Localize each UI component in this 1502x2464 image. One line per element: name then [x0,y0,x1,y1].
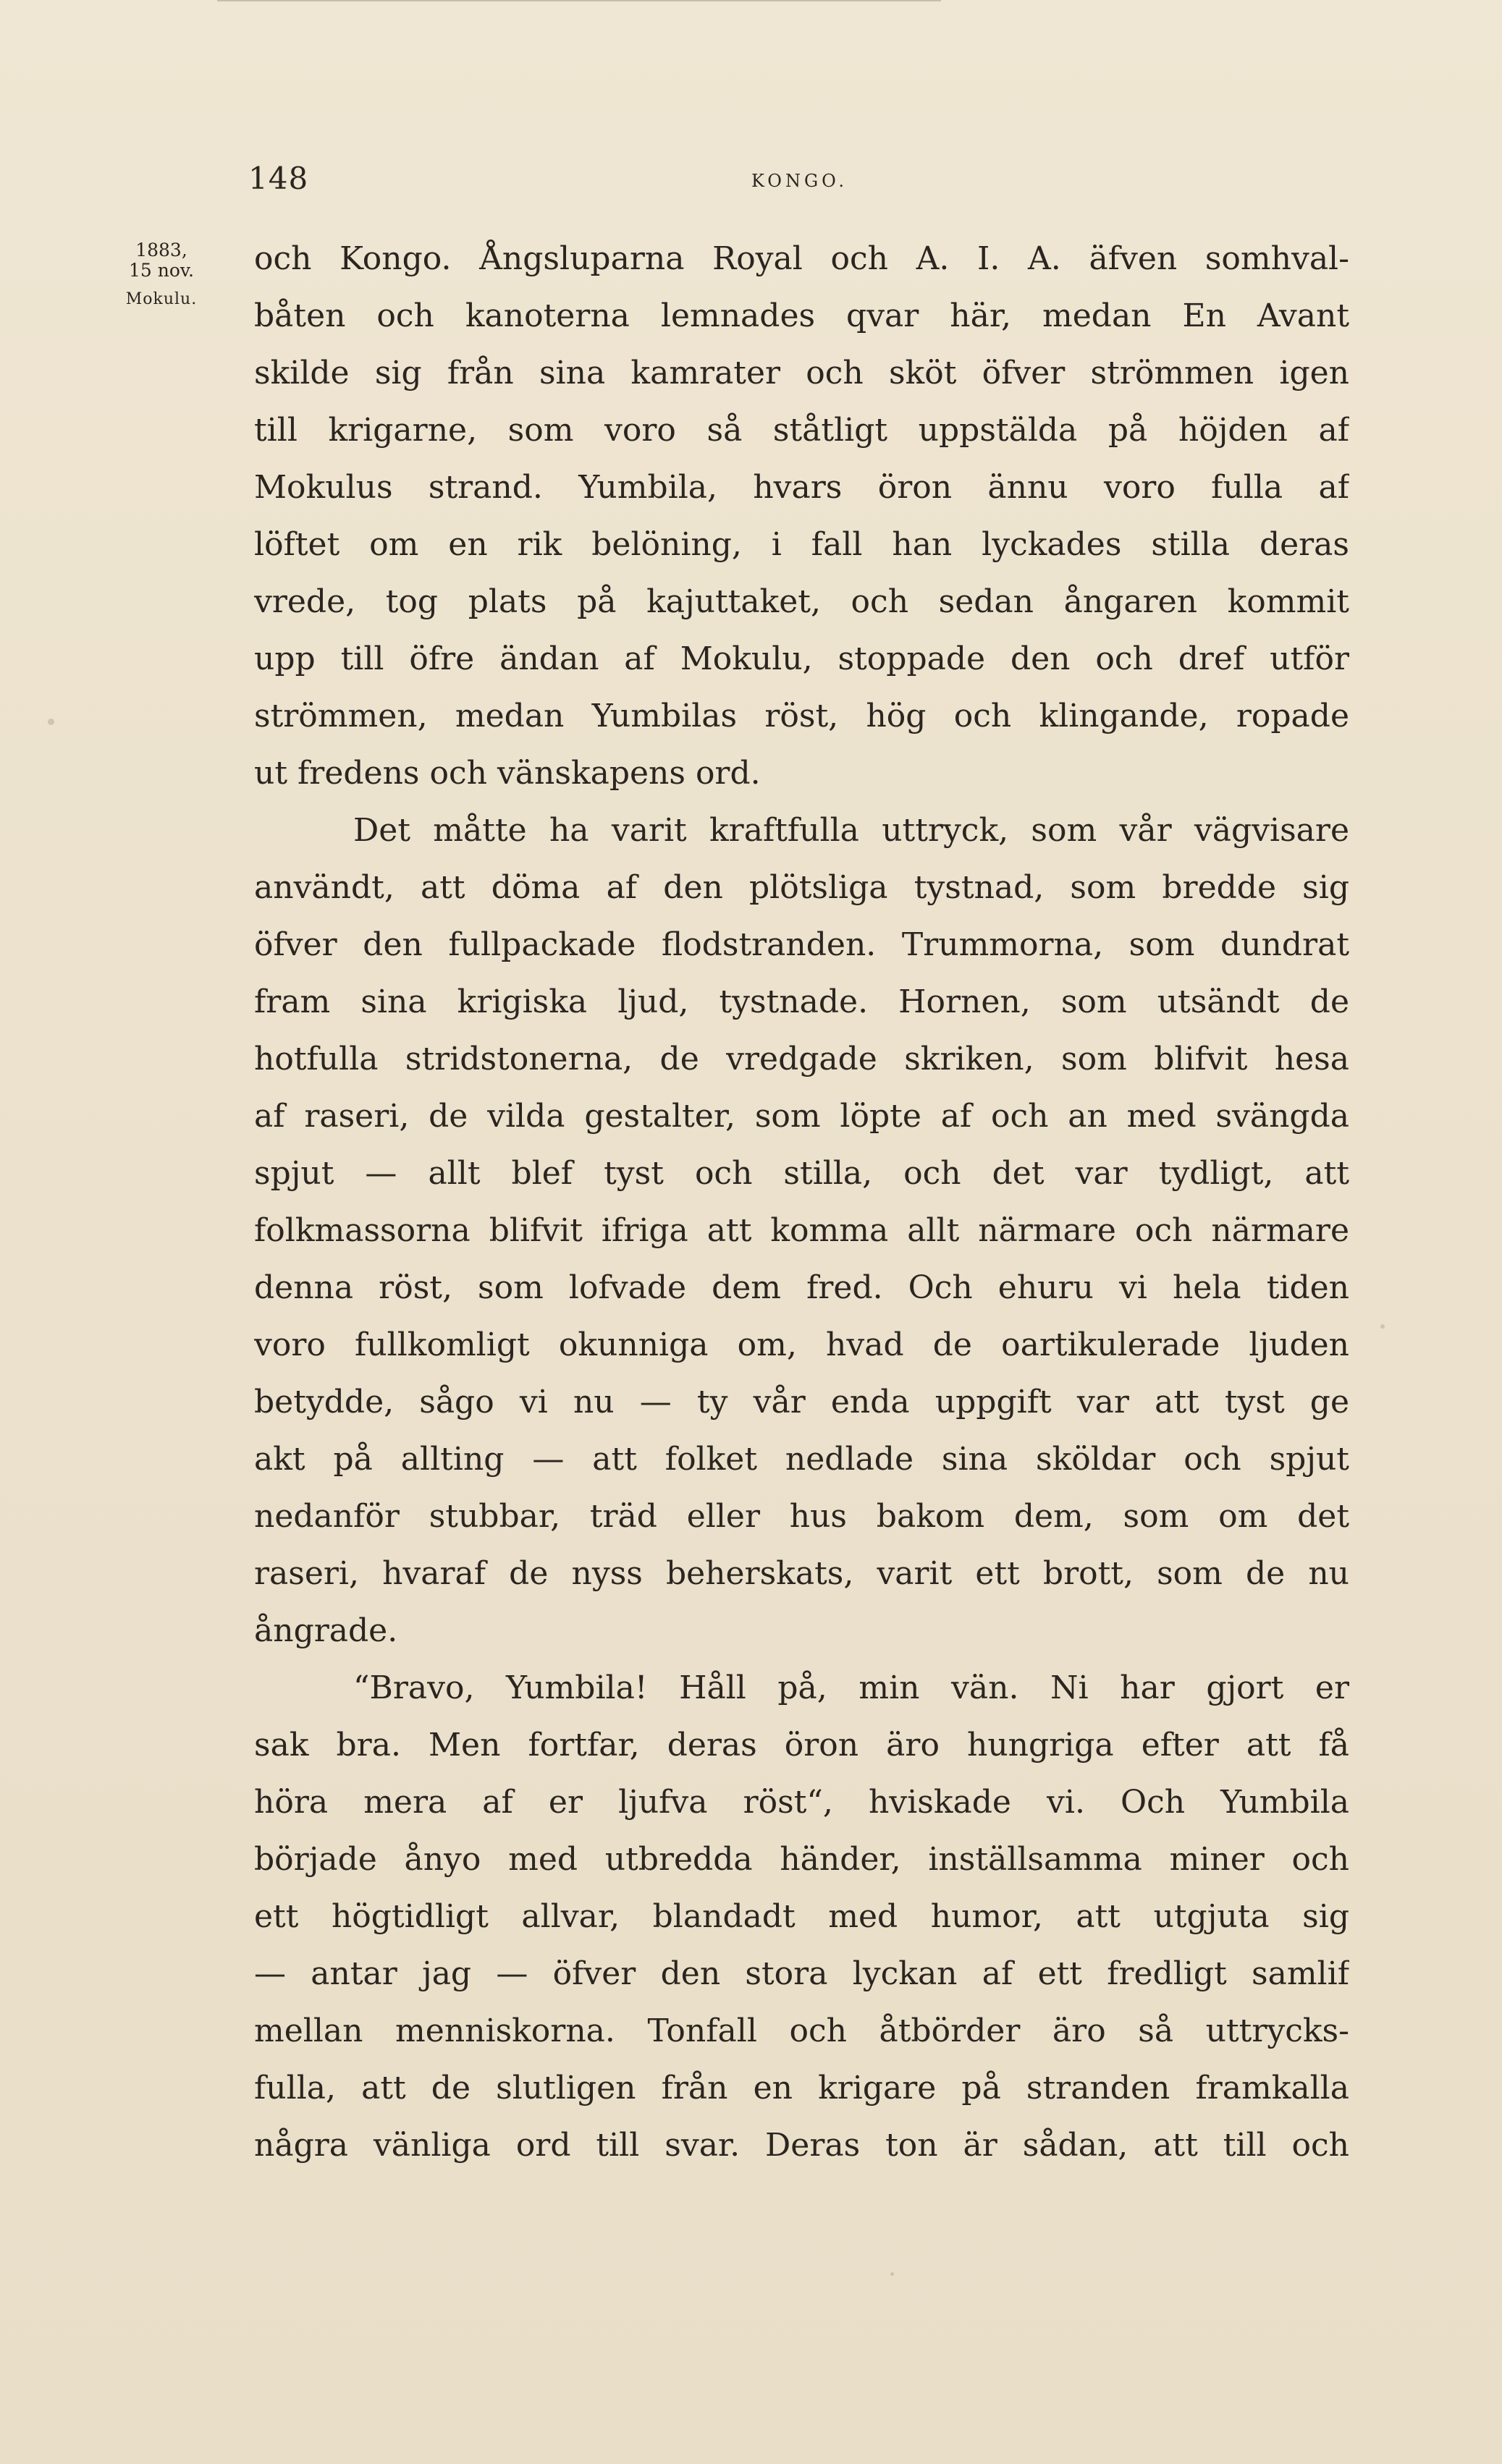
paper-spot [1380,1324,1385,1329]
text-line: användt, att döma af den plötsliga tystnad, som bredde sig [254,869,1349,906]
text-line: spjut — allt blef tyst och stilla, och det var tydligt, att [254,1155,1349,1192]
text-line: — antar jag — öfver den stora lyckan af ett fredligt samlif [254,1955,1349,1992]
text-line: ett högtidligt allvar, blandadt med humor, att utgjuta sig [254,1898,1349,1935]
text-line: löftet om en rik belöning, i fall han lyckades stilla deras [254,526,1349,563]
text-line: denna röst, som lofvade dem fred. Och ehuru vi hela tiden [254,1269,1349,1306]
text-line: mellan menniskorna. Tonfall och åtbörder äro så uttrycks- [254,2012,1349,2049]
text-line: akt på allting — att folket nedlade sina sköldar och spjut [254,1441,1349,1478]
text-line: folkmassorna blifvit ifriga att komma allt närmare och närmare [254,1212,1349,1249]
text-line: Det måtte ha varit kraftfulla uttryck, som vår vägvisare [353,812,1349,849]
text-line: och Kongo. Ångsluparna Royal och A. I. A. äfven somhval- [254,240,1349,277]
text-line: ut fredens och vänskapens ord. [254,755,761,792]
margin-notes [85,240,237,310]
text-line: af raseri, de vilda gestalter, som löpte af och an med svängda [254,1098,1349,1135]
text-line: “Bravo, Yumbila! Håll på, min vän. Ni har gjort er [353,1669,1349,1706]
page-number: 148 [248,161,309,196]
text-line: fram sina krigiska ljud, tystnade. Hornen, som utsändt de [254,983,1349,1020]
text-line: Mokulus strand. Yumbila, hvars öron ännu voro fulla af [254,469,1349,506]
text-line: raseri, hvaraf de nyss beherskats, varit ett brott, som de nu [254,1555,1349,1592]
text-line: upp till öfre ändan af Mokulu, stoppade den och dref utför [254,640,1349,677]
running-head: KONGO. [751,171,848,191]
margin-note-date: 15 nov. [128,260,194,281]
text-line: till krigarne, som voro så ståtligt uppstälda på höjden af [254,412,1349,449]
text-line: höra mera af er ljufva röst“, hviskade vi. Och Yumbila [254,1784,1349,1821]
text-line: några vänliga ord till svar. Deras ton är sådan, att till och [254,2127,1349,2164]
text-line: båten och kanoterna lemnades qvar här, medan En Avant [254,297,1349,334]
paper-spot [890,2272,894,2276]
text-line: hotfulla stridstonerna, de vredgade skriken, som blifvit hesa [254,1041,1349,1078]
text-line: nedanför stubbar, träd eller hus bakom dem, som om det [254,1498,1349,1535]
text-line: voro fullkomligt okunniga om, hvad de oartikulerade ljuden [254,1326,1349,1363]
text-line: skilde sig från sina kamrater och sköt öfver strömmen igen [254,355,1349,391]
text-line: sak bra. Men fortfar, deras öron äro hungriga efter att få [254,1727,1349,1764]
text-line: strömmen, medan Yumbilas röst, hög och klingande, ropade [254,698,1349,734]
text-line: betydde, sågo vi nu — ty vår enda uppgift var att tyst ge [254,1384,1349,1421]
margin-note-year: 1883, [135,240,187,261]
text-line: ångrade. [254,1612,398,1649]
margin-note-place: Mokulu. [125,290,198,308]
paper-spot [48,719,54,725]
page-edge [217,0,941,12]
body-text [254,230,1349,2174]
text-line: började ånyo med utbredda händer, inställsamma miner och [254,1841,1349,1878]
text-line: fulla, att de slutligen från en krigare på stranden framkalla [254,2070,1349,2107]
text-line: vrede, tog plats på kajuttaket, och sedan ångaren kommit [254,583,1349,620]
page-header [0,161,1502,211]
text-line: öfver den fullpackade flodstranden. Trummorna, som dundrat [254,926,1349,963]
